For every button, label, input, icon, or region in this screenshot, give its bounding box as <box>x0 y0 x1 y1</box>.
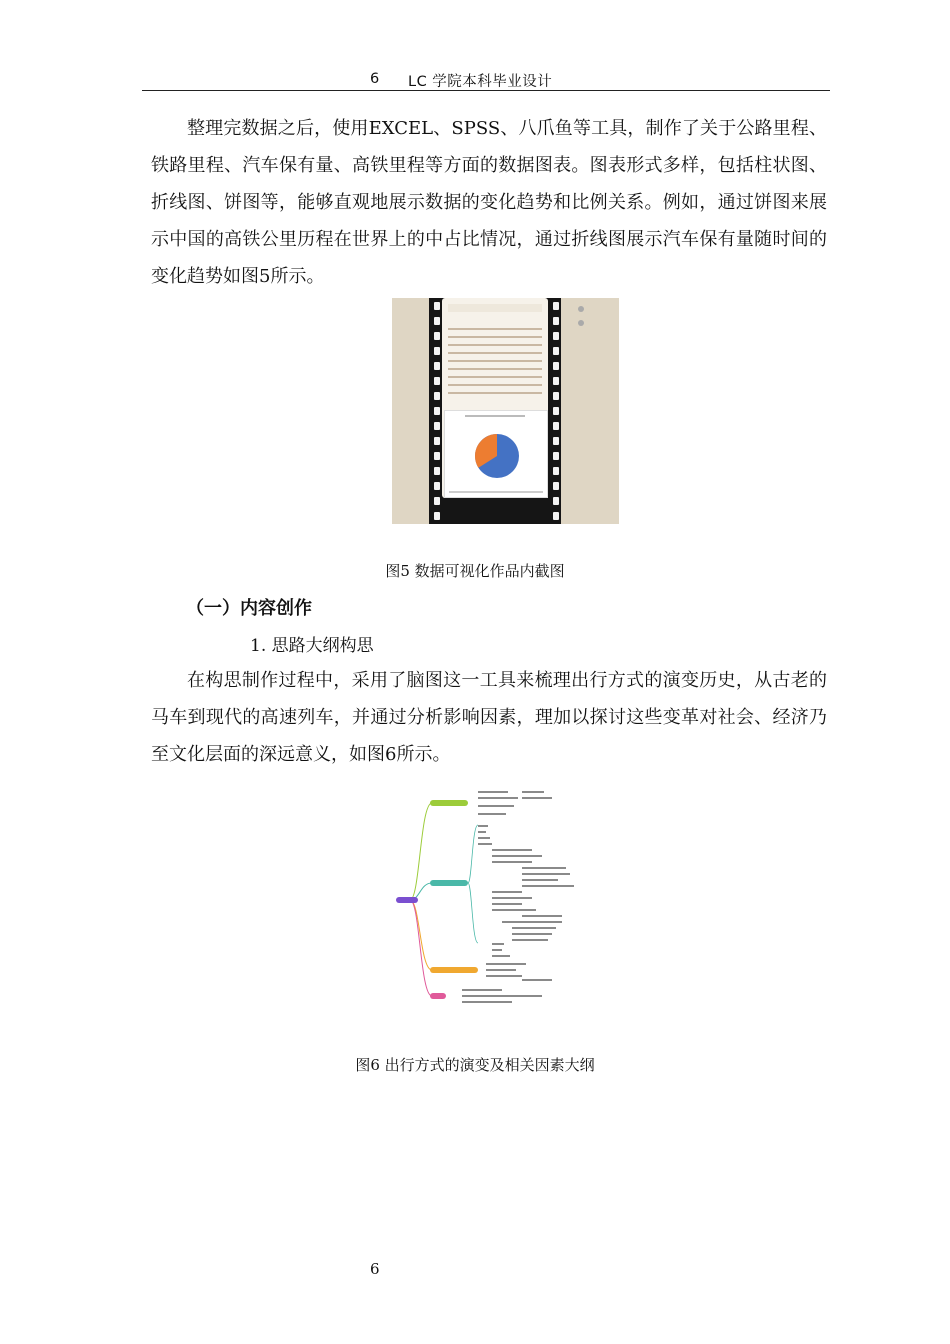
film-hole <box>434 437 440 445</box>
film-hole <box>553 437 559 445</box>
figure-5-screenshot <box>392 298 619 524</box>
film-hole <box>553 482 559 490</box>
mindmap-leaf <box>492 897 532 899</box>
mindmap-leaf <box>478 797 518 799</box>
mindmap-leaf <box>522 885 574 887</box>
mindmap-leaf <box>492 855 542 857</box>
header-page-number: 6 <box>370 71 380 87</box>
mindmap-leaf <box>512 927 556 929</box>
running-header <box>142 66 830 91</box>
mindmap-leaf <box>492 955 510 957</box>
mindmap-leaf <box>486 975 522 977</box>
mindmap-leaf <box>492 943 504 945</box>
film-hole <box>553 452 559 460</box>
pie-chart-card <box>444 410 548 498</box>
settings-icon[interactable] <box>578 320 584 326</box>
film-hole <box>434 377 440 385</box>
film-hole <box>553 512 559 520</box>
mindmap-leaf <box>478 831 486 833</box>
mindmap-leaf <box>486 963 526 965</box>
mindmap-leaf <box>492 891 522 893</box>
film-hole <box>553 392 559 400</box>
mindmap-branch-1 <box>430 800 468 806</box>
film-hole <box>553 302 559 310</box>
section-heading: （一）内容创作 <box>186 598 312 619</box>
film-hole <box>553 497 559 505</box>
pie-chart <box>445 411 547 497</box>
film-hole <box>553 422 559 430</box>
figure-5-caption: 图5 数据可视化作品内截图 <box>385 562 565 580</box>
mindmap-leaf <box>462 1001 512 1003</box>
paragraph-data-charts: 整理完数据之后，使用EXCEL、SPSS、八爪鱼等工具，制作了关于公路里程、铁路里程、汽车保有量、高铁里程等方面的数据图表。图表形式多样，包括柱状图、折线图、饼图等，能够直观地展示数据的变化趋势和比例关系。例如，通过饼图来展示中国的高铁公里历程在世界上的中占比情况，通过折线图展示汽车保有量随时间的变化趋势如图5所示。 <box>151 118 827 287</box>
mindmap-leaf <box>478 837 490 839</box>
film-hole <box>553 467 559 475</box>
mindmap-leaf <box>478 791 508 793</box>
film-hole <box>434 452 440 460</box>
mindmap-leaf <box>522 797 552 799</box>
footer-page-number: 6 <box>370 1260 380 1278</box>
mindmap-leaf <box>492 903 522 905</box>
mindmap-leaf <box>512 933 552 935</box>
mindmap-leaf <box>512 939 548 941</box>
film-hole <box>434 407 440 415</box>
film-hole <box>553 347 559 355</box>
mindmap-leaf <box>522 873 570 875</box>
film-hole <box>434 392 440 400</box>
film-hole <box>553 377 559 385</box>
mindmap-leaf <box>492 849 532 851</box>
figure-6-caption: 图6 出行方式的演变及相关因素大纲 <box>355 1056 595 1074</box>
mindmap-leaf <box>522 879 558 881</box>
film-hole <box>434 317 440 325</box>
chart-icon[interactable] <box>578 306 584 312</box>
film-hole <box>434 362 440 370</box>
film-hole <box>553 362 559 370</box>
film-hole <box>434 482 440 490</box>
mindmap-leaf <box>522 791 544 793</box>
mindmap-leaf <box>522 979 552 981</box>
film-hole <box>434 422 440 430</box>
paragraph-mindmap: 在构思制作过程中，采用了脑图这一工具来梳理出行方式的演变历史，从古老的马车到现代的高速列车，并通过分析影响因素，理加以探讨这些变革对社会、经济乃至文化层面的深远意义，如图6所示。 <box>151 670 827 765</box>
mindmap-leaf <box>478 825 488 827</box>
figure-6-mindmap <box>392 783 632 1003</box>
mindmap-leaf <box>502 921 562 923</box>
film-hole <box>553 332 559 340</box>
mindmap-leaf <box>478 813 506 815</box>
mindmap-leaf <box>492 861 532 863</box>
film-hole <box>434 347 440 355</box>
film-hole <box>434 302 440 310</box>
mindmap-leaf <box>478 843 492 845</box>
mindmap-leaf <box>522 867 566 869</box>
film-hole <box>434 497 440 505</box>
header-title: LC 学院本科毕业设计 <box>408 74 553 90</box>
mindmap-leaf <box>492 949 502 951</box>
mindmap-leaf <box>462 995 542 997</box>
subsection-heading: 1. 思路大纲构思 <box>250 636 374 656</box>
film-hole <box>553 317 559 325</box>
mindmap-leaf <box>462 989 502 991</box>
film-hole <box>553 407 559 415</box>
mindmap-leaf <box>486 969 516 971</box>
film-hole <box>434 467 440 475</box>
mindmap-root-node <box>396 897 418 903</box>
film-hole <box>434 512 440 520</box>
mindmap-leaf <box>522 915 562 917</box>
mindmap-branch-2 <box>430 880 468 886</box>
mindmap-branch-4 <box>430 993 446 999</box>
mindmap-leaf <box>492 909 536 911</box>
mindmap-leaf <box>478 805 514 807</box>
film-hole <box>434 332 440 340</box>
mindmap-branch-3 <box>430 967 478 973</box>
